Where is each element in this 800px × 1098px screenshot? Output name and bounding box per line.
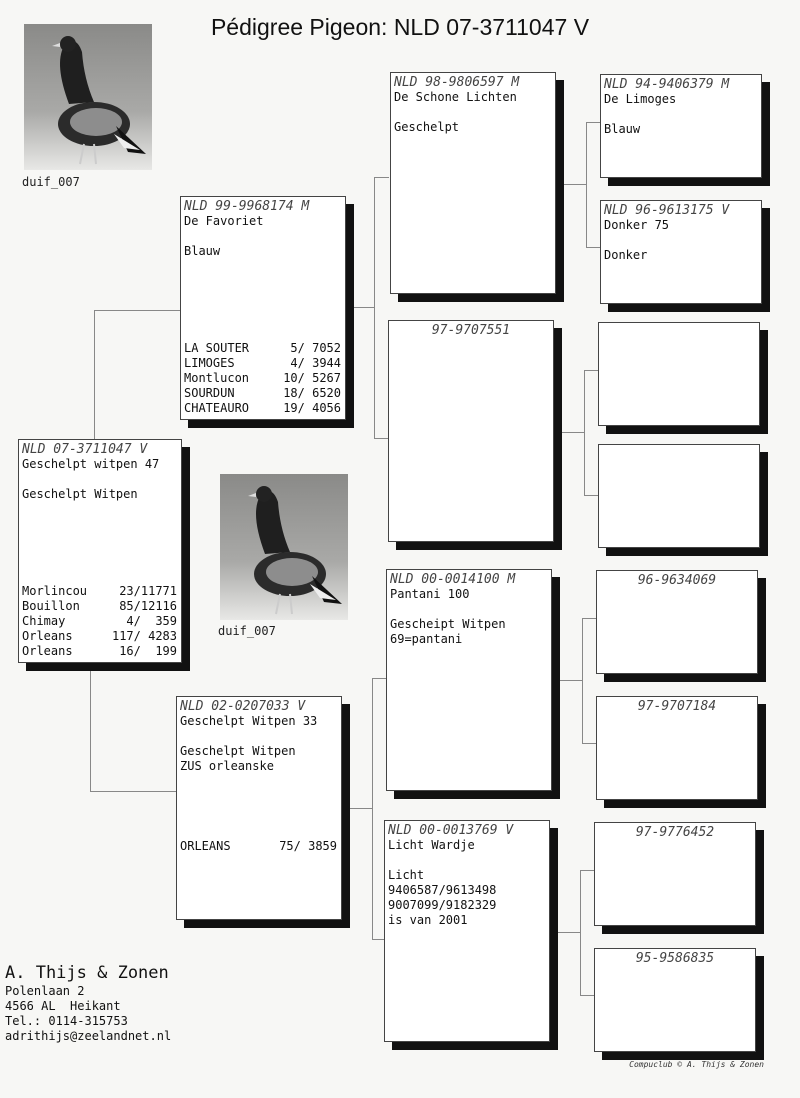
connector [558, 932, 580, 933]
connector [348, 808, 372, 809]
results-list [22, 584, 177, 659]
owner-name: A. Thijs & Zonen [5, 963, 169, 983]
connector [90, 665, 177, 792]
connector [562, 432, 584, 433]
pigeon-note: is van 2001 [388, 913, 468, 927]
pigeon-photo [220, 474, 348, 620]
pigeon-image [220, 474, 348, 620]
pigeon-color: Geschelpt Witpen [180, 744, 296, 758]
pigeon-color: Geschelpt [394, 120, 460, 134]
connector [94, 310, 181, 441]
owner-street: Polenlaan 2 [5, 984, 85, 998]
photo-caption: duif_007 [22, 175, 80, 189]
ring-number: 97-9707184 [637, 699, 717, 714]
pedigree-card-mmm [594, 948, 756, 1052]
pigeon-name: Donker 75 [604, 218, 670, 232]
pigeon-color: Donker [604, 248, 648, 262]
pedigree-card-father [180, 196, 346, 420]
ring-number: 96-9634069 [637, 573, 717, 588]
result-row: CHATEAURO 19/ 4056 [184, 401, 341, 415]
results-list [184, 341, 341, 416]
pigeon-name: De Schone Lichten [394, 90, 517, 104]
ring-number: NLD 02-0207033 V [180, 699, 306, 714]
connector [374, 177, 389, 439]
pigeon-note: 9406587/9613498 [388, 883, 497, 897]
ring-number: NLD 00-0014100 M [390, 572, 516, 587]
owner-email: adrithijs@zeelandnet.nl [5, 1029, 172, 1043]
results-list [180, 839, 337, 854]
page-title: Pédigree Pigeon: NLD 07-3711047 V [210, 14, 590, 40]
pedigree-card-ffm [600, 200, 762, 304]
ring-number: 97-9707551 [431, 323, 511, 338]
pedigree-card-fm [388, 320, 554, 542]
ring-number: NLD 96-9613175 V [604, 203, 730, 218]
result-row: Bouillon 85/12116 [22, 599, 177, 613]
pigeon-name: Licht Wardje [388, 838, 475, 852]
result-row: LA SOUTER 5/ 7052 [184, 341, 341, 355]
pigeon-name: Geschelpt Witpen 33 [180, 714, 318, 728]
pedigree-card-mm [384, 820, 550, 1042]
ring-number: NLD 94-9406379 M [604, 77, 730, 92]
photo-caption: duif_007 [218, 624, 276, 638]
result-row: Morlincou 23/11771 [22, 584, 177, 598]
owner-info [5, 962, 171, 1044]
result-row: SOURDUN 18/ 6520 [184, 386, 341, 400]
pigeon-image [24, 24, 152, 170]
pigeon-color: Gescheipt Witpen [390, 617, 506, 631]
connector [352, 307, 374, 308]
pigeon-photo [24, 24, 152, 170]
ring-number: NLD 07-3711047 V [22, 442, 148, 457]
pedigree-card-mff [596, 570, 758, 674]
pigeon-name: De Favoriet [184, 214, 264, 228]
pigeon-color: Geschelpt Witpen [22, 487, 138, 501]
footer-credit: Compuclub © A. Thijs & Zonen [629, 1060, 764, 1069]
pigeon-name: De Limoges [604, 92, 677, 106]
ring-number: 97-9776452 [635, 825, 715, 840]
connector [580, 870, 595, 996]
connector [584, 370, 599, 496]
pigeon-note: 9007099/9182329 [388, 898, 497, 912]
pigeon-name: Pantani 100 [390, 587, 470, 601]
connector [560, 680, 582, 681]
connector [564, 184, 586, 185]
result-row: Orleans 117/ 4283 [22, 629, 177, 643]
pigeon-note: 69=pantani [390, 632, 463, 646]
pedigree-card-mmf [594, 822, 756, 926]
result-row: Montlucon 10/ 5267 [184, 371, 341, 385]
pedigree-card-subject [18, 439, 182, 663]
pedigree-card-mfm [596, 696, 758, 800]
owner-city: 4566 AL Heikant [5, 999, 121, 1013]
result-row: Orleans 16/ 199 [22, 644, 177, 658]
pedigree-card-fmf [598, 322, 760, 426]
pedigree-card-ff [390, 72, 556, 294]
result-row: Chimay 4/ 359 [22, 614, 177, 628]
ring-number: NLD 98-9806597 M [394, 75, 520, 90]
pigeon-color: Blauw [184, 244, 221, 258]
pedigree-card-mother [176, 696, 342, 920]
connector [582, 618, 597, 744]
pedigree-card-mf [386, 569, 552, 791]
ring-number: NLD 99-9968174 M [184, 199, 310, 214]
result-row: ORLEANS 75/ 3859 [180, 839, 337, 853]
pedigree-card-fmm [598, 444, 760, 548]
ring-number: NLD 00-0013769 V [388, 823, 514, 838]
pigeon-name: Geschelpt witpen 47 [22, 457, 160, 471]
ring-number: 95-9586835 [635, 951, 715, 966]
pedigree-card-fff [600, 74, 762, 178]
pigeon-color: Licht [388, 868, 425, 882]
pigeon-color: Blauw [604, 122, 641, 136]
result-row: LIMOGES 4/ 3944 [184, 356, 341, 370]
pigeon-note: ZUS orleanske [180, 759, 274, 773]
owner-phone: Tel.: 0114-315753 [5, 1014, 128, 1028]
connector [586, 122, 601, 248]
